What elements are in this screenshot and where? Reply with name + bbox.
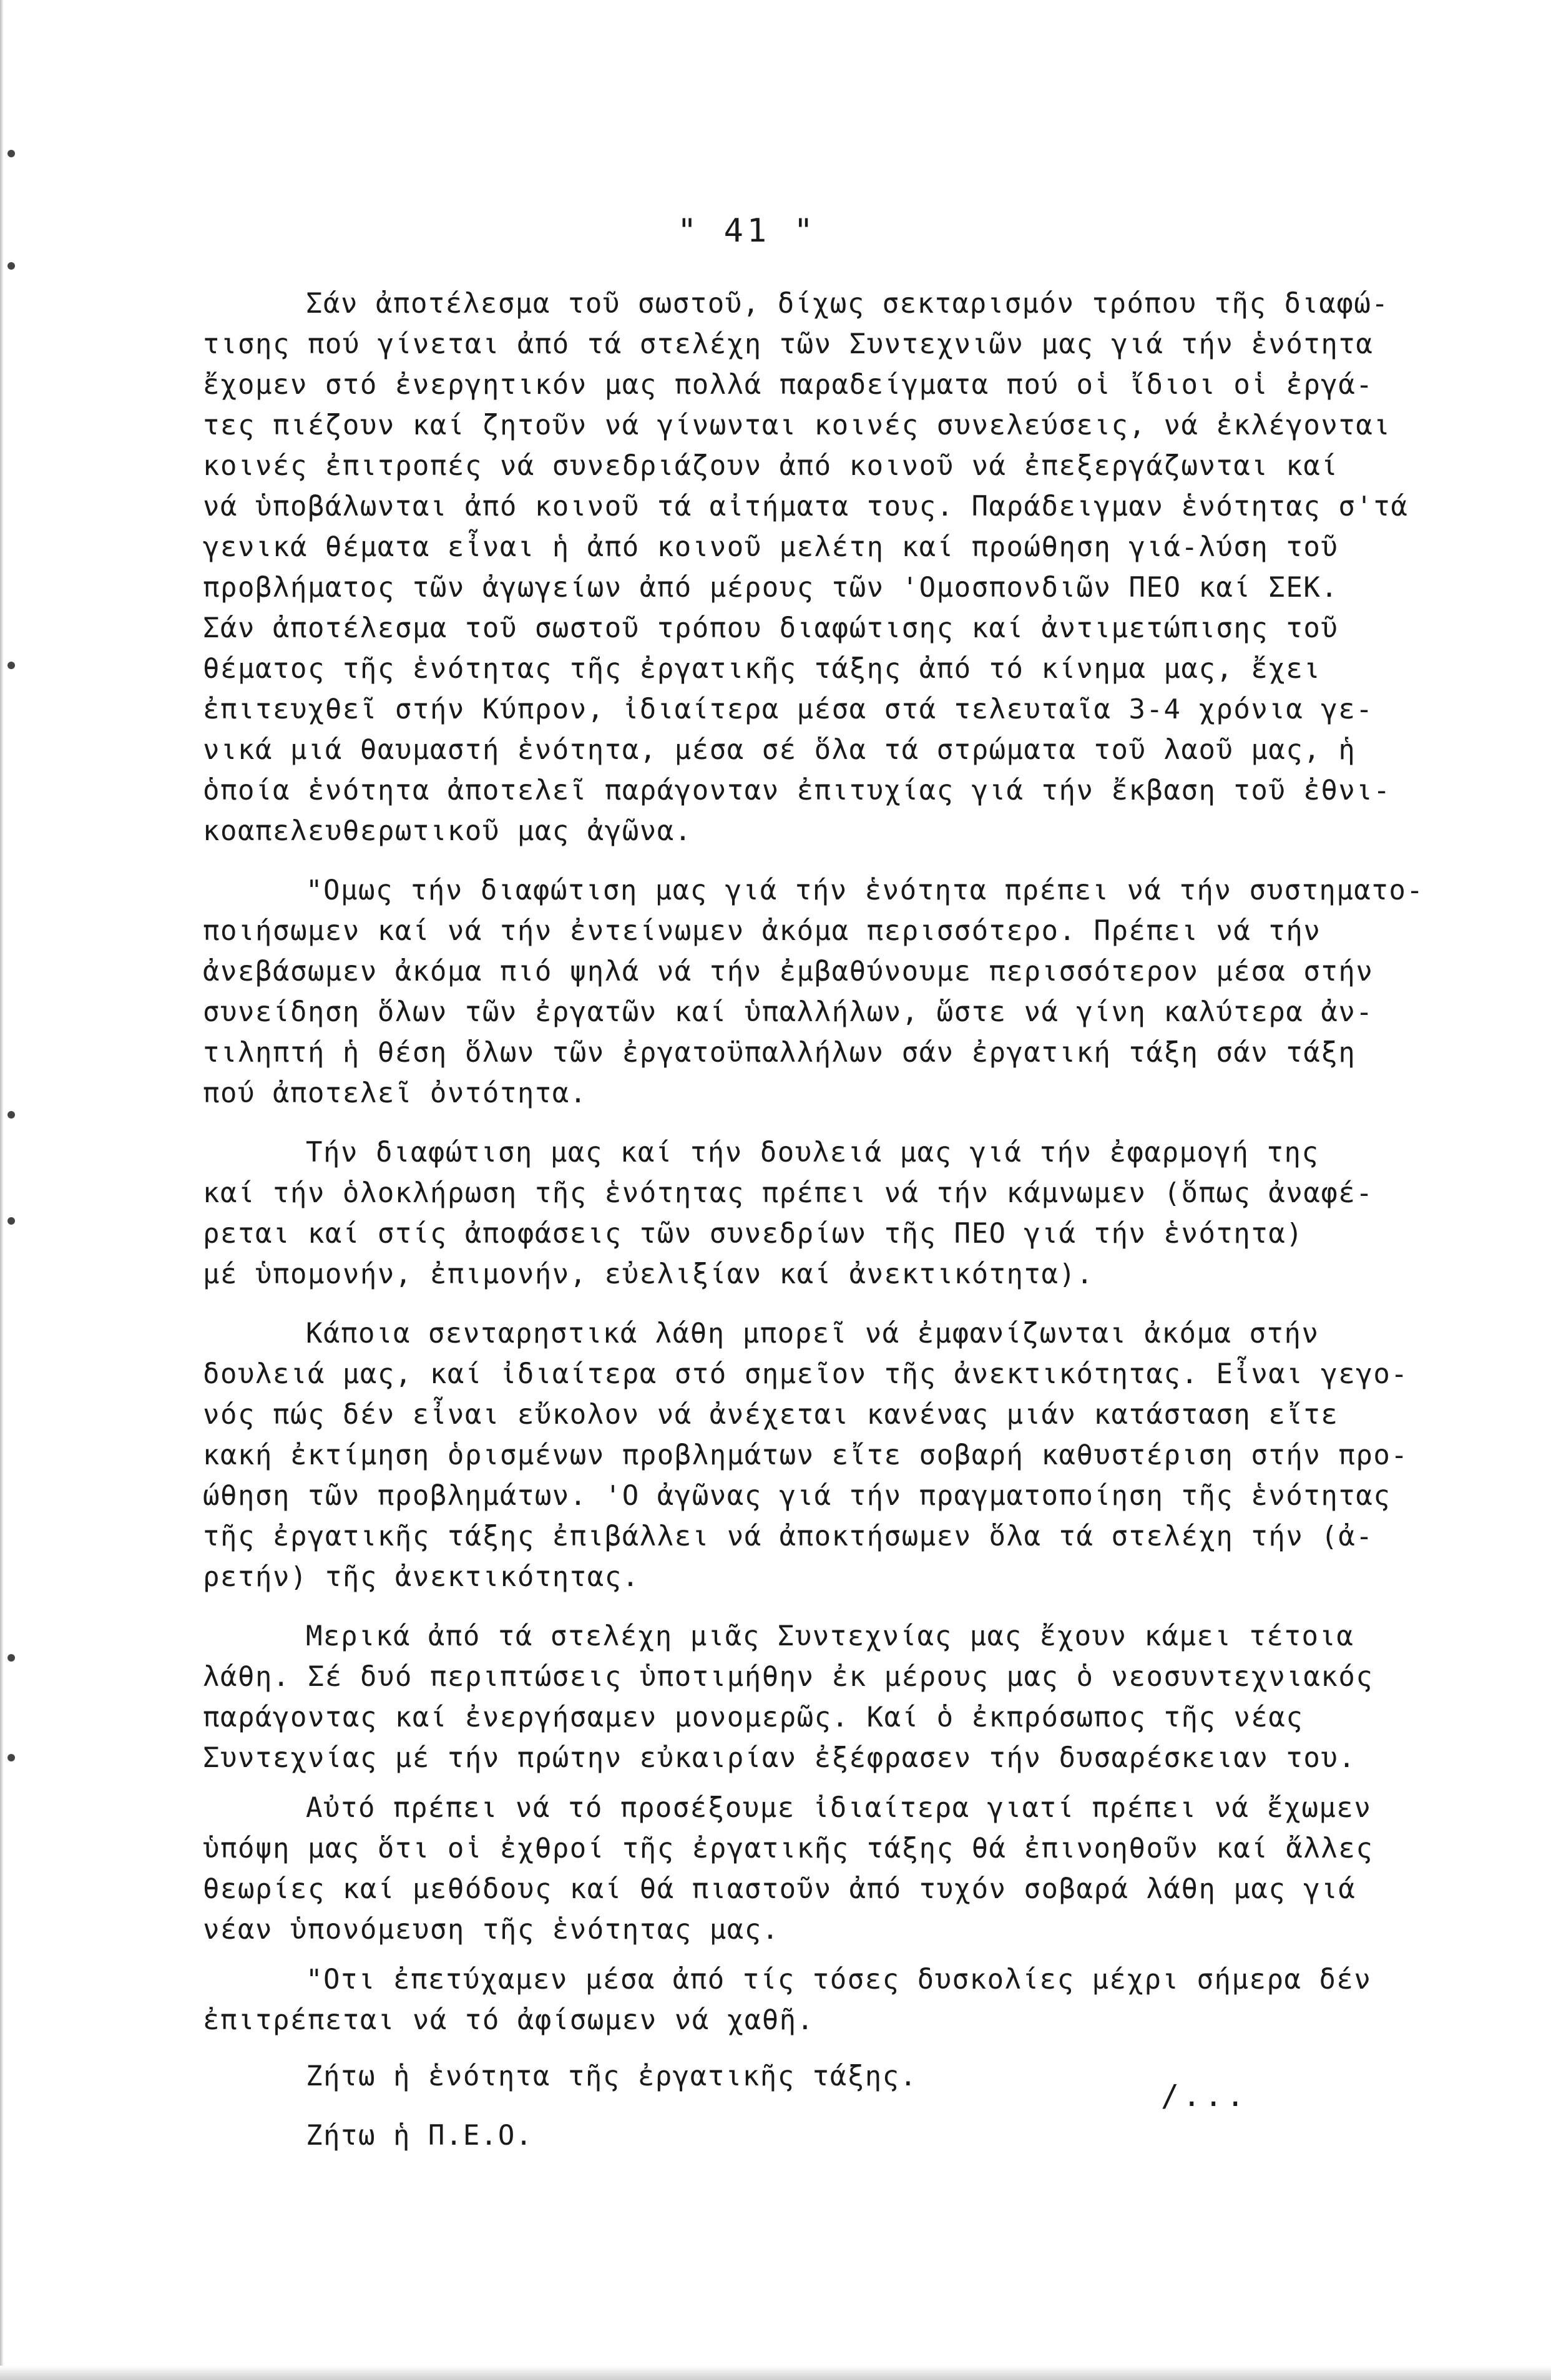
text-line: παράγοντας καί ἐνεργήσαμεν μονομερῶς. Καί ὁ ἐκπρόσωπος τῆς νέας [203, 1702, 1304, 1733]
scan-left-edge [0, 0, 4, 2380]
text-line: ἐπιτευχθεῖ στήν Κύπρον, ἰδιαίτερα μέσα στά τελευταῖα 3-4 χρόνια γε- [203, 693, 1374, 725]
slogan-line: Ζήτω ἡ Π.Ε.Ο. [306, 2120, 533, 2152]
binder-hole-mark [7, 262, 15, 270]
text-line: ρεται καί στίς ἀποφάσεις τῶν συνεδρίων τῆς ΠΕΟ γιά τήν ἑνότητα) [203, 1218, 1304, 1250]
text-line: καί τήν ὁλοκλήρωση τῆς ἑνότητας πρέπει νά τήν κάμνωμεν (ὅπως ἀναφέ- [203, 1177, 1374, 1209]
slogan-line: Ζήτω ἡ ἑνότητα τῆς ἐργατικῆς τάξης. [306, 2060, 917, 2092]
text-line: Σάν ἀποτέλεσμα τοῦ σωστοῦ, δίχως σεκταρισμόν τρόπου τῆς διαφώ- [306, 288, 1389, 320]
binder-hole-mark [7, 1111, 15, 1119]
text-line: νέαν ὑπονόμευση τῆς ἑνότητας μας. [203, 1914, 780, 1946]
text-line: νά ὑποβάλωνται ἀπό κοινοῦ τά αἰτήματα τους. Παράδειγμαν ἑνότητας σ'τά [203, 491, 1409, 522]
scan-bottom-edge [0, 2366, 1551, 2380]
binder-hole-mark [7, 150, 15, 157]
text-line: δουλειά μας, καί ἰδιαίτερα στό σημεῖον τῆς ἀνεκτικότητας. Εἶναι γεγο- [203, 1358, 1409, 1390]
text-line: ποιήσωμεν καί νά τήν ἐντείνωμεν ἀκόμα περισσότερο. Πρέπει νά τήν [203, 915, 1321, 947]
text-line: Κάποια σενταρηστικά λάθη μπορεῖ νά ἐμφανίζωνται ἀκόμα στήν [306, 1318, 1319, 1349]
text-line: "Ομως τήν διαφώτιση μας γιά τήν ἑνότητα πρέπει νά τήν συστηματο- [306, 874, 1424, 906]
text-line: ἀνεβάσωμεν ἀκόμα πιό ψηλά νά τήν ἐμβαθύνουμε περισσότερον μέσα στήν [203, 956, 1374, 987]
text-line: νικά μιά θαυμαστή ἑνότητα, μέσα σέ ὅλα τά στρώματα τοῦ λαοῦ μας, ἡ [203, 734, 1356, 766]
text-line: ρετήν) τῆς ἀνεκτικότητας. [203, 1561, 640, 1593]
text-line: τιληπτή ἡ θέση ὅλων τῶν ἐργατοϋπαλλήλων σάν ἐργατική τάξη σάν τάξη [203, 1037, 1356, 1069]
text-line: θεωρίες καί μεθόδους καί θά πιαστοῦν ἀπό τυχόν σοβαρά λάθη μας γιά [203, 1873, 1356, 1905]
text-line: συνείδηση ὅλων τῶν ἐργατῶν καί ὑπαλλήλων, ὥστε νά γίνη καλύτερα ἀν- [203, 996, 1374, 1028]
text-line: πού ἀποτελεῖ ὀντότητα. [203, 1077, 587, 1109]
text-line: μέ ὑπομονήν, ἐπιμονήν, εὐελιξίαν καί ἀνεκτικότητα). [203, 1258, 1094, 1290]
text-line: Σάν ἀποτέλεσμα τοῦ σωστοῦ τρόπου διαφώτισης καί ἀντιμετώπισης τοῦ [203, 612, 1339, 644]
text-line: κακή ἐκτίμηση ὁρισμένων προβλημάτων εἴτε σοβαρή καθυστέριση στήν προ- [203, 1439, 1409, 1471]
text-line: ἐπιτρέπεται νά τό ἀφίσωμεν νά χαθῆ. [203, 2004, 815, 2036]
text-line: κοαπελευθερωτικοῦ μας ἀγῶνα. [203, 815, 692, 847]
text-line: "Οτι ἐπετύχαμεν μέσα ἀπό τίς τόσες δυσκολίες μέχρι σήμερα δέν [306, 1964, 1372, 1996]
binder-hole-mark [7, 662, 15, 669]
continuation-mark: /... [1161, 2079, 1248, 2113]
text-line: προβλήματος τῶν ἀγωγείων ἀπό μέρους τῶν 'Ομοσπονδιῶν ΠΕΟ καί ΣΕΚ. [203, 572, 1339, 604]
text-line: τες πιέζουν καί ζητοῦν νά γίνωνται κοινές συνελεύσεις, νά ἐκλέγονται [203, 409, 1391, 441]
binder-hole-mark [7, 1217, 15, 1225]
text-line: ἔχομεν στό ἐνεργητικόν μας πολλά παραδείγματα πού οἱ ἴδιοι οἱ ἐργά- [203, 369, 1374, 401]
text-line: Τήν διαφώτιση μας καί τήν δουλειά μας γιά τήν ἐφαρμογή της [306, 1137, 1319, 1168]
text-line: νός πώς δέν εἶναι εὔκολον νά ἀνέχεται κανένας μιάν κατάσταση εἴτε [203, 1399, 1339, 1431]
binder-hole-mark [7, 1754, 15, 1761]
binder-hole-mark [7, 1654, 15, 1662]
text-line: Αὐτό πρέπει νά τό προσέξουμε ἰδιαίτερα γιατί πρέπει νά ἔχωμεν [306, 1792, 1372, 1824]
text-line: θέματος τῆς ἑνότητας τῆς ἐργατικῆς τάξης ἀπό τό κίνημα μας, ἔχει [203, 653, 1321, 685]
text-line: κοινές ἐπιτροπές νά συνεδριάζουν ἀπό κοινοῦ νά ἐπεξεργάζωνται καί [203, 450, 1339, 482]
text-line: ώθηση τῶν προβλημάτων. 'Ο ἀγῶνας γιά τήν πραγματοποίηση τῆς ἑνότητας [203, 1480, 1391, 1512]
page-number: " 41 " [677, 212, 817, 250]
text-line: τῆς ἐργατικῆς τάξης ἐπιβάλλει νά ἀποκτήσωμεν ὅλα τά στελέχη τήν (ἀ- [203, 1521, 1374, 1552]
text-line: τισης πού γίνεται ἀπό τά στελέχη τῶν Συντεχνιῶν μας γιά τήν ἑνότητα [203, 328, 1374, 360]
text-line: ὑπόψη μας ὅτι οἱ ἐχθροί τῆς ἐργατικῆς τάξης θά ἐπινοηθοῦν καί ἄλλες [203, 1833, 1374, 1864]
text-line: λάθη. Σέ δυό περιπτώσεις ὑποτιμήθην ἐκ μέρους μας ὁ νεοσυντεχνιακός [203, 1661, 1374, 1693]
text-line: Μερικά ἀπό τά στελέχη μιᾶς Συντεχνίας μας ἔχουν κάμει τέτοια [306, 1620, 1354, 1652]
text-line: ὁποία ἑνότητα ἀποτελεῖ παράγονταν ἐπιτυχίας γιά τήν ἔκβαση τοῦ ἐθνι- [203, 775, 1391, 806]
text-line: γενικά θέματα εἶναι ἡ ἀπό κοινοῦ μελέτη καί προώθηση γιά-λύση τοῦ [203, 531, 1339, 563]
text-line: Συντεχνίας μέ τήν πρώτην εὐκαιρίαν ἐξέφρασεν τήν δυσαρέσκειαν του. [203, 1742, 1356, 1774]
